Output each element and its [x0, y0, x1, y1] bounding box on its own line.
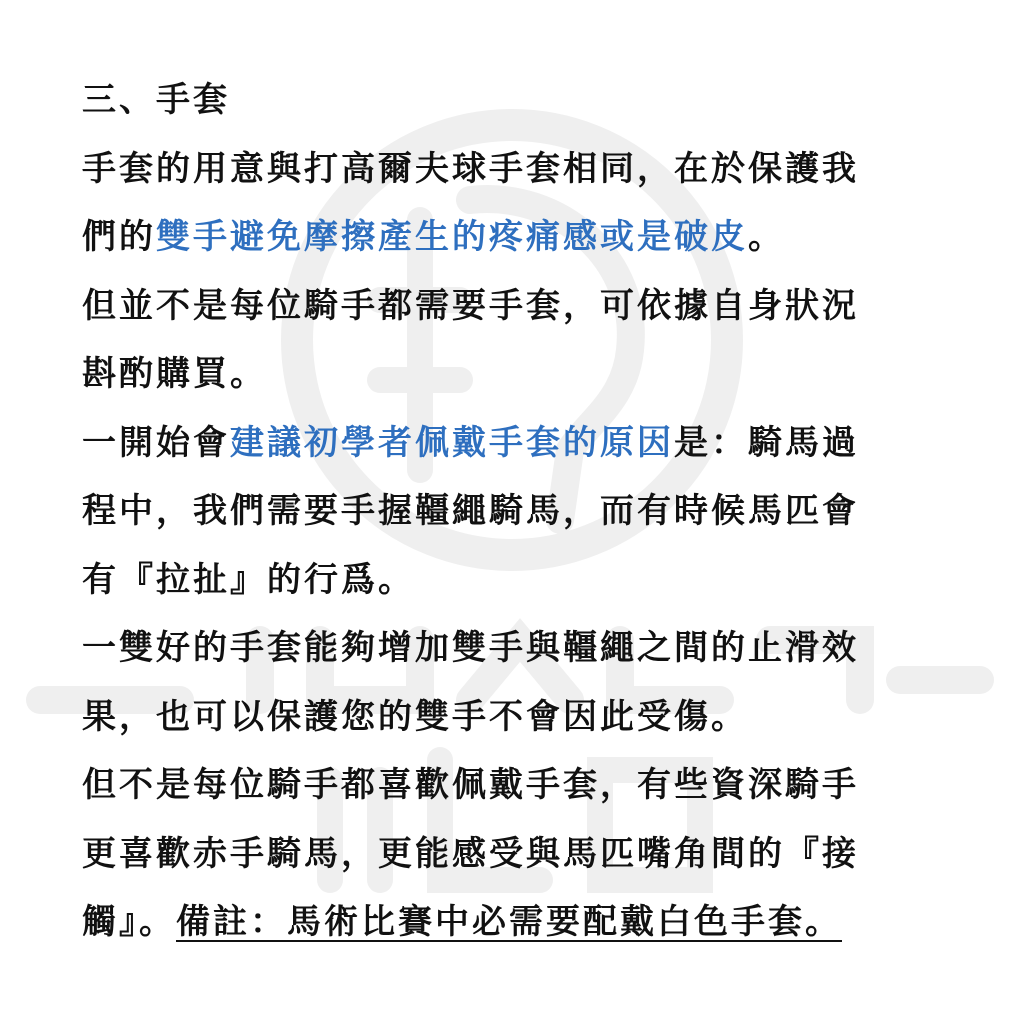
- paragraph-beginners: [82, 409, 942, 615]
- text-run: 。: [748, 217, 785, 257]
- paragraph-line: [82, 888, 942, 957]
- highlighted-text: 雙手避免摩擦產生的疼痛感或是破皮: [156, 217, 748, 257]
- text-run: 是：騎馬過: [674, 422, 859, 463]
- paragraph-line: 手套的用意與打高爾夫球手套相同，在於保護我: [82, 148, 859, 189]
- paragraph-line: 但並不是每位騎手都需要手套，可依據自身狀況: [82, 285, 859, 326]
- text-run: 觸』。: [82, 902, 176, 942]
- highlighted-text: 建議初學者佩戴手套的原因: [230, 422, 674, 463]
- document-body: [82, 66, 942, 957]
- paragraph-purpose: [82, 135, 942, 272]
- paragraph-line: 程中，我們需要手握韁繩騎馬，而有時候馬匹會: [82, 491, 859, 531]
- paragraph-line: [82, 409, 942, 478]
- paragraph-line: 有『拉扯』的行爲。: [82, 559, 415, 600]
- paragraph-line: 更喜歡赤手騎馬，更能感受與馬匹嘴角間的『接: [82, 833, 859, 874]
- paragraph-line: 斟酌購買。: [82, 354, 267, 394]
- paragraph-experienced: [82, 751, 942, 957]
- section-title: 三、手套: [82, 80, 230, 120]
- paragraph-line: 但不是每位騎手都喜歡佩戴手套，有些資深騎手: [82, 765, 859, 805]
- paragraph-line: 果，也可以保護您的雙手不會因此受傷。: [82, 696, 748, 737]
- note-underlined: 備註：馬術比賽中必需要配戴白色手套。: [176, 902, 842, 942]
- paragraph-benefits: [82, 614, 942, 751]
- paragraph-line: [82, 203, 942, 272]
- paragraph-optional: [82, 272, 942, 409]
- paragraph-line: 一雙好的手套能夠增加雙手與韁繩之間的止滑效: [82, 628, 859, 668]
- text-run: 一開始會: [82, 422, 230, 463]
- text-run: 們的: [82, 217, 156, 257]
